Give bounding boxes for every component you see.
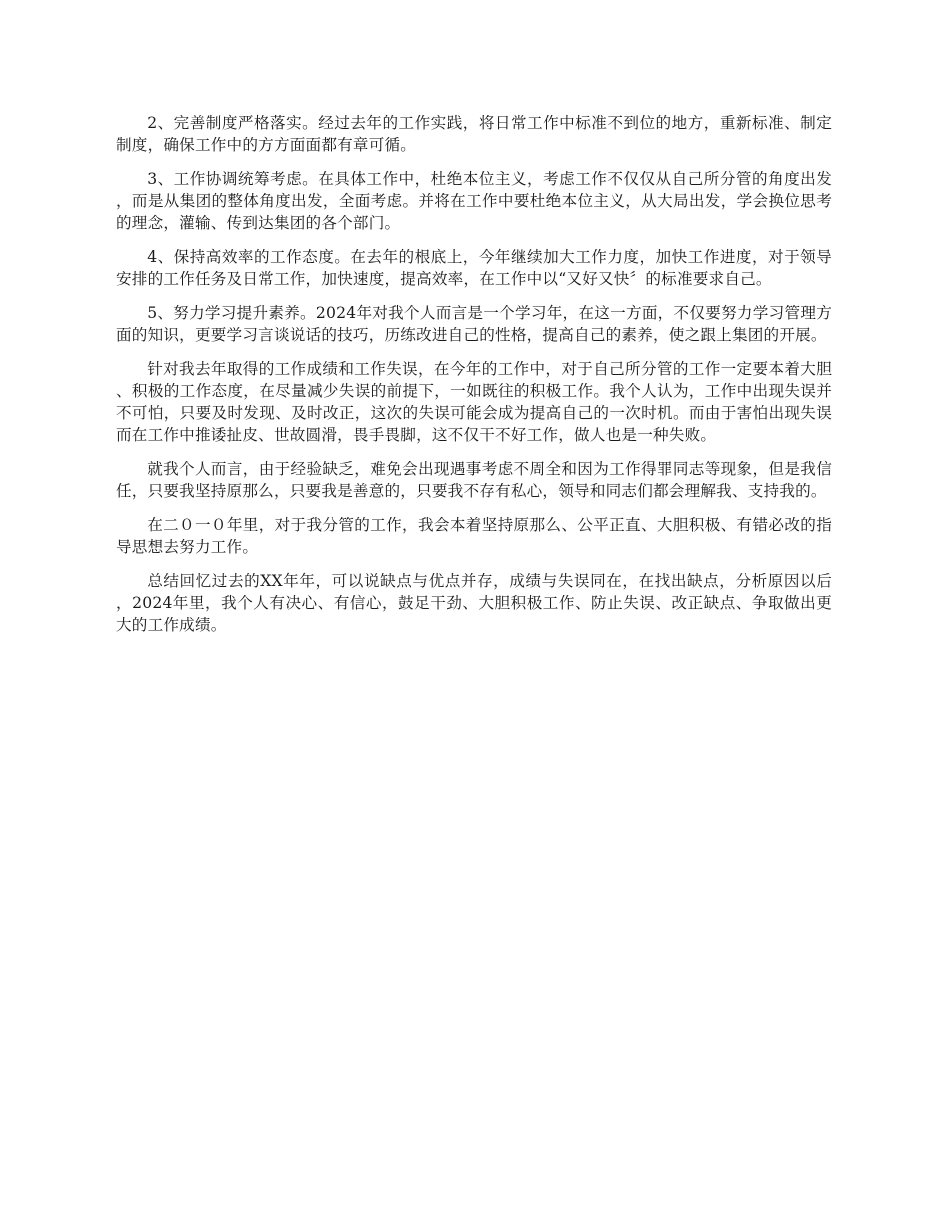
paragraph-efficiency: 4、保持高效率的工作态度。在去年的根底上，今年继续加大工作力度，加快工作进度，对于领导安排的工作任务及日常工作，加快速度，提高效率，在工作中以“又好又快〞的标准要求自己。 (116, 248, 832, 288)
paragraph-study: 5、努力学习提升素养。2024年对我个人而言是一个学习年，在这一方面，不仅要努力学习管理方面的知识，更要学习言谈说话的技巧，历练改进自己的性格，提高自己的素养，使之跟上集团的开展。 (116, 304, 832, 344)
paragraph-improve-system: 2、完善制度严格落实。经过去年的工作实践，将日常工作中标准不到位的地方，重新标准、制定制度，确保工作中的方方面面都有章可循。 (116, 114, 832, 154)
paragraph-summary: 总结回忆过去的XX年年，可以说缺点与优点并存，成绩与失误同在，在找出缺点，分析原因以后，2024年里，我个人有决心、有信心，鼓足干劲、大胆积极工作、防止失误、改正缺点、争取做出更大的工作成绩。 (116, 572, 832, 634)
paragraph-year-plan: 在二０一０年里，对于我分管的工作，我会本着坚持原那么、公平正直、大胆积极、有错必改的指导思想去努力工作。 (116, 516, 832, 556)
document-body (116, 112, 832, 648)
paragraph-coordination: 3、工作协调统筹考虑。在具体工作中，杜绝本位主义，考虑工作不仅仅从自己所分管的角度出发，而是从集团的整体角度出发，全面考虑。并将在工作中要杜绝本位主义，从大局出发，学会换位思考的理念，灌输、传到达集团的各个部门。 (116, 170, 832, 232)
paragraph-mistakes: 针对我去年取得的工作成绩和工作失误，在今年的工作中，对于自己所分管的工作一定要本着大胆、积极的工作态度，在尽量减少失误的前提下，一如既往的积极工作。我个人认为，工作中出现失误并不可怕，只要及时发现、及时改正，这次的失误可能会成为提高自己的一次时机。而由于害怕出现失误而在工作中推诿扯皮、世故圆滑，畏手畏脚，这不仅干不好工作，做人也是一种失败。 (116, 360, 832, 444)
paragraph-personal: 就我个人而言，由于经验缺乏，难免会出现遇事考虑不周全和因为工作得罪同志等现象，但是我信任，只要我坚持原那么，只要我是善意的，只要我不存有私心，领导和同志们都会理解我、支持我的。 (116, 460, 832, 500)
